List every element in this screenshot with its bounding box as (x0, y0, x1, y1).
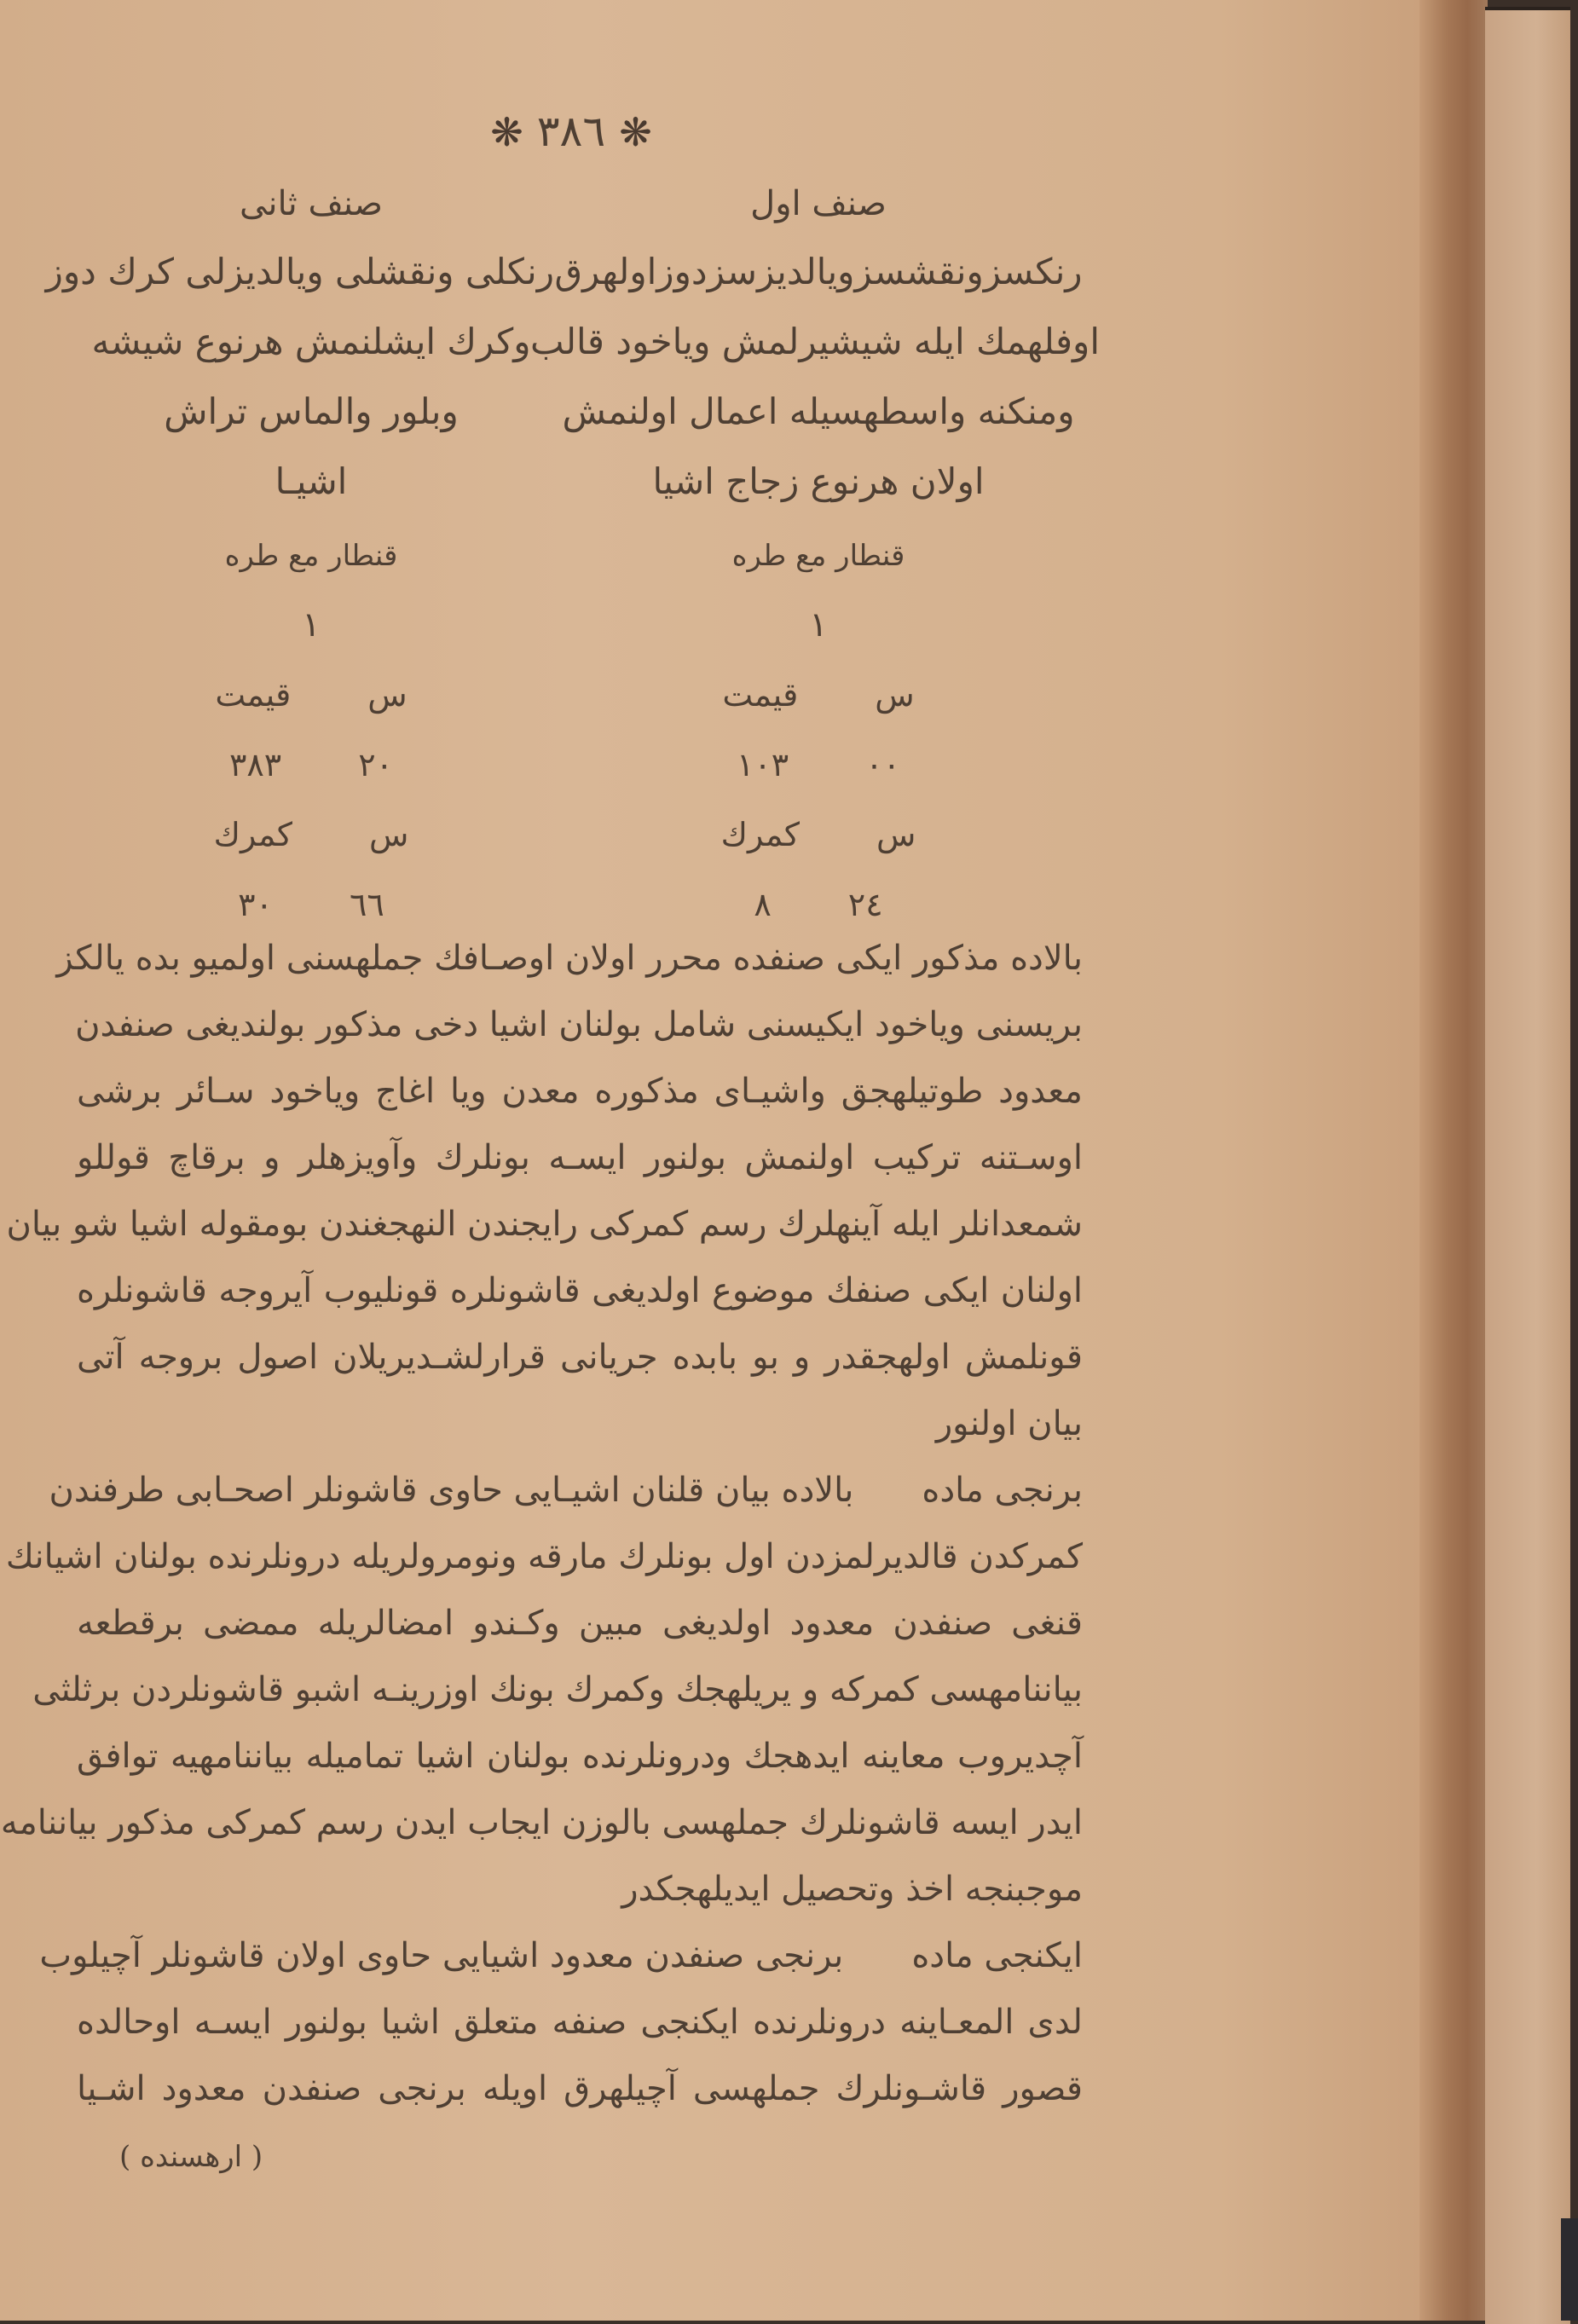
text-line: لدى المعـاينه درونلرنده ايكنجى صنفه متعلق اشيا بولنور ايسـه اوحالده (77, 2003, 1083, 2042)
article-1-label: برنجى ماده (922, 1471, 1083, 1510)
currency-label: س (875, 676, 915, 714)
customs-label: كمرك (720, 816, 800, 853)
page-number-header (477, 107, 665, 156)
ornament-icon: ❋ (490, 109, 523, 155)
customs-para: ٣٠ (238, 886, 273, 923)
article-2 (39, 1922, 1083, 2122)
class-first-desc-line: رنكسزونقشسزويالديزسزدوزاولهرق (554, 251, 1083, 292)
text-line: بريسنى وياخود ايكيسنى شامل بولنان اشيا دخى مذكور بولنديغى صنفدن (75, 1005, 1083, 1044)
class-first-unit: قنطار مع طره (731, 539, 905, 573)
currency-label: س (367, 676, 408, 714)
page-number: ٣٨٦ (536, 107, 606, 156)
text-line: شمعدانلر ايله آينهلرك رسم كمركى رايجندن النهجغندن بومقوله اشيا شو بيان (6, 1205, 1083, 1244)
text-line: اولنان ايكى صنفك موضوع اولديغى قاشونلره قونليوب آيروجه قاشونلره (77, 1271, 1083, 1310)
value-para: ٢٠ (358, 746, 394, 783)
ornament-icon: ❋ (619, 109, 652, 155)
article-2-label: ايكنجى ماده (911, 1936, 1083, 1975)
book-page-right-edge (1485, 7, 1570, 2324)
continued-note: ( ارهسنده ) (119, 2140, 263, 2174)
currency-label: س (876, 816, 916, 853)
text-line: ايكنجى مادهبرنجى صنفدن معدود اشيايى حاوى اولان قاشونلر آچيلوب (77, 1922, 1083, 1989)
text-line: موجبنجه اخذ وتحصيل ايديلهجكدر (621, 1870, 1083, 1909)
text-line: ايدر ايسه قاشونلرك جملهسى بالوزن ايجاب ايدن رسم كمركى مذكور بياننامه (0, 1803, 1083, 1842)
text-line: بياننامهسى كمركه و يريلهجك وكمرك بونك اوزرينـه اشبو قاشونلردن برثلثى (32, 1670, 1083, 1709)
text-line: اوسـتنه تركيب اولنمش بولنور ايسـه بونلرك وآويزهلر و برقاچ قوللو (77, 1138, 1083, 1177)
text-line: بالاده مذكور ايكى صنفده محرر اولان اوصـافك جملهسنى اولميو بده يالكز (56, 939, 1083, 978)
class-first-column (529, 171, 1100, 939)
class-second-quantity: ١ (302, 605, 321, 645)
scan-background-corner (1561, 2218, 1578, 2321)
text-line: بيان اولنور (935, 1404, 1083, 1443)
book-gutter (1419, 0, 1488, 2321)
class-second-value (68, 730, 554, 800)
class-first-customs-label (537, 800, 1100, 870)
text-line: آچديروب معاينه ايدهجك ودرونلرنده بولنان اشيا تماميله بياننامهيه توافق (77, 1737, 1083, 1776)
value-kurush: ٣٨٣ (228, 746, 282, 783)
class-first-desc-line: اولان هرنوع زجاج اشيا (652, 460, 985, 502)
class-second-desc-line: وبلور والماس تراش (164, 390, 459, 432)
customs-para: ٨ (754, 886, 772, 923)
class-second-column (45, 171, 554, 939)
value-para: ٠٠ (865, 746, 901, 783)
class-first-title: صنف اول (750, 184, 887, 223)
value-label: قيمت (215, 676, 292, 714)
class-second-desc-line: اشيـا (275, 460, 348, 502)
class-second-desc-line: رنكلى ونقشلى ويالديزلى كرك دوز (45, 251, 554, 292)
customs-kurush: ٦٦ (350, 886, 384, 923)
text-line: معدود طوتيلهجق واشيـاى مذكوره معدن ويا اغاج وياخود سـائر برشى (77, 1072, 1083, 1111)
customs-label: كمرك (213, 816, 292, 853)
customs-kurush: ٢٤ (847, 886, 883, 923)
class-second-unit: قنطار مع طره (224, 539, 398, 573)
intro-paragraph (6, 925, 1083, 1457)
value-kurush: ١٠٣ (736, 746, 789, 783)
currency-label: س (368, 816, 409, 853)
text-line: قصور قاشـونلرك جملهسى آچيلهرق اويله برنجى صنفدن معدود اشـيا (77, 2069, 1083, 2108)
class-first-quantity: ١ (809, 605, 828, 645)
class-second-desc-line: وكرك ايشلنمش هرنوع شيشه (91, 321, 531, 362)
class-first-value-label (537, 660, 1100, 730)
article-1 (0, 1457, 1083, 1922)
class-second-value-label (68, 660, 554, 730)
value-label: قيمت (722, 676, 799, 714)
class-first-desc-line: ومنكنه واسطهسيله اعمال اولنمش (562, 390, 1075, 432)
text-line: قنغى صنفدن معدود اولديغى مبين وكـندو امضالريله ممضى برقطعه (77, 1604, 1083, 1643)
text-line: كمركدن قالديرلمزدن اول بونلرك مارقه ونومرولريله درونلرنده بولنان اشيانك (5, 1537, 1083, 1576)
text-line: برنجى مادهبالاده بيان قلنان اشيـايى حاوى قاشونلر اصحـابى طرفندن (77, 1457, 1083, 1523)
class-second-title: صنف ثانى (240, 184, 383, 223)
body-text (0, 925, 1083, 2122)
class-first-value (537, 730, 1100, 800)
text-line: قونلمش اولهجقدر و بو بابده جريانى قرارلشـديريلان اصول بروجه آتى (77, 1338, 1083, 1377)
class-second-customs-label (68, 800, 554, 870)
class-first-desc-line: اوفلهمك ايله شيشيرلمش وياخود قالب (529, 321, 1100, 362)
